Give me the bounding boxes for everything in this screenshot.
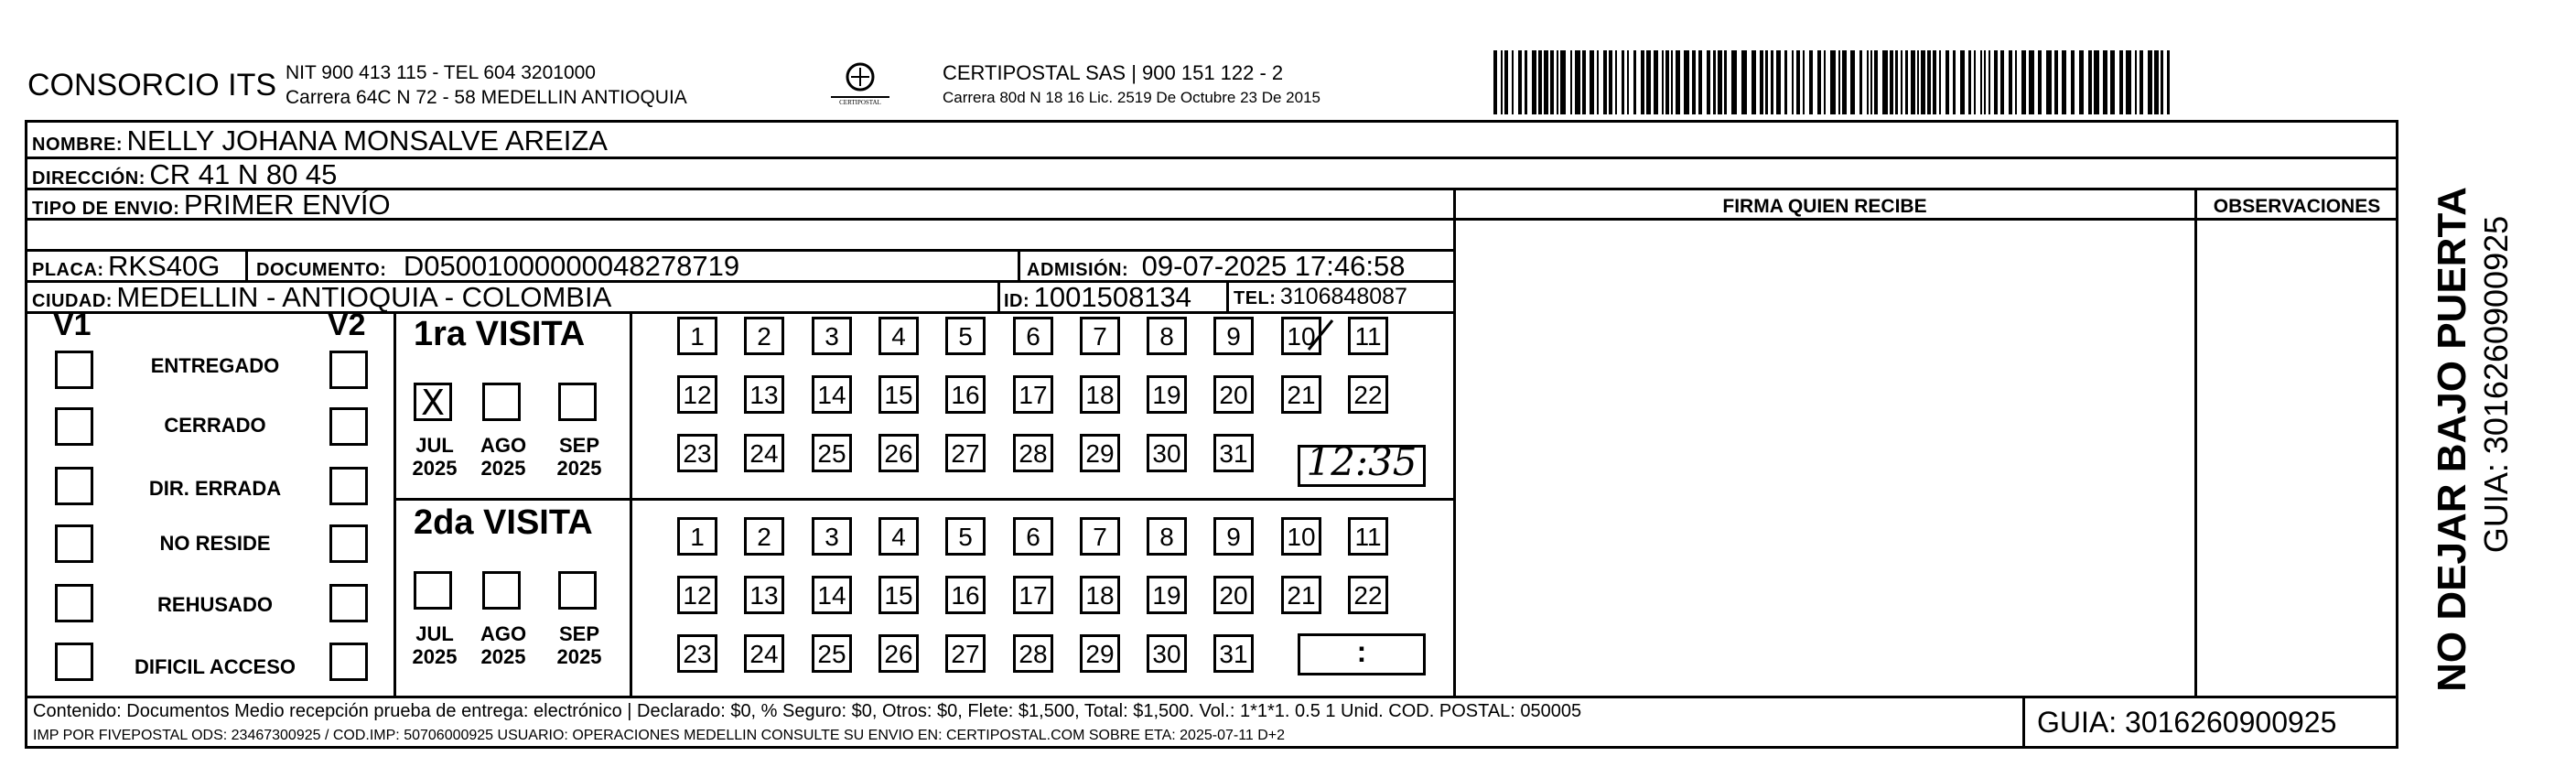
barcode-bar: [1597, 50, 1599, 114]
barcode-bar: [1776, 50, 1781, 114]
barcode-bar: [1890, 50, 1893, 114]
barcode-bar: [1627, 50, 1629, 114]
barcode-bar: [1751, 50, 1756, 114]
id-row: [1004, 281, 1191, 314]
side-warning: NO DEJAR BAJO PUERTA: [2430, 187, 2474, 692]
barcode-bar: [1809, 50, 1813, 114]
v2-checkbox-dificil-acceso[interactable]: [329, 643, 368, 681]
visit1-day-16[interactable]: 16: [945, 375, 986, 414]
barcode-bar: [2021, 50, 2026, 114]
visit1-day-29[interactable]: 29: [1080, 434, 1120, 472]
barcode-bar: [1654, 50, 1658, 114]
barcode-bar: [1994, 50, 1998, 114]
barcode-bar: [1968, 50, 1971, 114]
v1-checkbox-rehusado[interactable]: [55, 584, 93, 622]
visit1-day-1[interactable]: 1: [677, 317, 717, 355]
barcode-bar: [1842, 50, 1847, 114]
barcode-bar: [1544, 50, 1548, 114]
barcode-bar: [1792, 50, 1794, 114]
visit1-month-check-sep[interactable]: [558, 383, 597, 421]
footer-imp: IMP POR FIVEPOSTAL ODS: 23467300925 / COD.IMP: 50706000925 USUARIO: OPERACIONES MEDELLIN CONSULTE SU ENVIO EN: CERTIPOSTAL.COM SOBRE ETA: 2025-07-11 D+2: [33, 728, 1286, 743]
visit1-day-30[interactable]: 30: [1147, 434, 1187, 472]
side-guia: GUIA: 3016260900925: [2477, 215, 2515, 554]
visit1-title: 1ra VISITA: [414, 315, 586, 353]
visit2-day-18[interactable]: 18: [1080, 576, 1120, 614]
visit1-day-26[interactable]: 26: [878, 434, 919, 472]
barcode-bar: [1646, 50, 1651, 114]
barcode-bar: [1609, 50, 1612, 114]
barcode-bar: [1830, 50, 1836, 114]
company-nit-tel: NIT 900 413 115 - TEL 604 3201000: [286, 62, 596, 83]
tipo-row: [32, 189, 391, 222]
barcode-bar: [1665, 50, 1669, 114]
barcode-bar: [1838, 50, 1840, 114]
barcode-bar: [1953, 50, 1956, 114]
visit2-day-1[interactable]: 1: [677, 517, 717, 556]
barcode-bar: [1622, 50, 1624, 114]
visit2-day-10[interactable]: 10: [1281, 517, 1321, 556]
visit2-month-jul: JUL 2025: [412, 622, 458, 668]
barcode-bar: [1504, 50, 1508, 114]
barcode-bar: [1945, 50, 1949, 114]
tipo-value: PRIMER ENVÍO: [183, 189, 391, 221]
footer-contenido: Contenido: Documentos Medio recepción prueba de entrega: electrónico | Declarado: $0, % Seguro: $0, Otros: $0, Flete: $1,500, Total: $1,500. Vol.: 1*1*1. 0.5 1 Unid. COD. POSTAL: 050005: [33, 701, 1582, 721]
barcode-bar: [2000, 50, 2004, 114]
visit1-month-sep: SEP 2025: [556, 434, 602, 480]
visit2-month-check-sep[interactable]: [558, 571, 597, 610]
barcode-bar: [1771, 50, 1773, 114]
visit1-day-4[interactable]: 4: [878, 317, 919, 355]
firma-label: FIRMA QUIEN RECIBE: [1722, 196, 1927, 217]
nombre-label: NOMBRE:: [32, 135, 124, 155]
barcode-bar: [1570, 50, 1572, 114]
barcode-bar: [1817, 50, 1821, 114]
visit2-day-19[interactable]: 19: [1147, 576, 1187, 614]
barcode-bar: [1662, 50, 1664, 114]
visit2-day-20[interactable]: 20: [1213, 576, 1254, 614]
barcode-bar: [1676, 50, 1680, 114]
barcode-bar: [1980, 50, 1982, 114]
footer-guia: GUIA: 3016260900925: [2037, 706, 2337, 739]
status-cerrado: CERRADO: [164, 414, 266, 437]
barcode-bar: [2015, 50, 2017, 114]
placa-label: PLACA:: [32, 260, 104, 280]
barcode-bar: [1557, 50, 1558, 114]
visit1-day-23[interactable]: 23: [677, 434, 717, 472]
barcode-bar: [2046, 50, 2052, 114]
barcode-bar: [1933, 50, 1936, 114]
admision-value: 09-07-2025 17:46:58: [1141, 250, 1406, 282]
barcode-bar: [1731, 50, 1737, 114]
visit2-day-8[interactable]: 8: [1147, 517, 1187, 556]
barcode-bar: [1532, 50, 1536, 114]
visit1-day-18[interactable]: 18: [1080, 375, 1120, 414]
barcode-bar: [1859, 50, 1862, 114]
barcode-bar: [2062, 50, 2066, 114]
visit1-day-17[interactable]: 17: [1013, 375, 1053, 414]
tel-value: 3106848087: [1279, 284, 1407, 309]
admision-row: [1027, 250, 1405, 283]
v2-checkbox-entregado[interactable]: [329, 351, 368, 389]
status-no-reside: NO RESIDE: [159, 532, 271, 555]
barcode-bar: [1713, 50, 1716, 114]
barcode-bar: [1939, 50, 1941, 114]
visit2-day-17[interactable]: 17: [1013, 576, 1053, 614]
visit1-day-12[interactable]: 12: [677, 375, 717, 414]
visit1-day-2[interactable]: 2: [744, 317, 784, 355]
visit1-day-31[interactable]: 31: [1213, 434, 1254, 472]
v2-checkbox-rehusado[interactable]: [329, 584, 368, 622]
barcode-bar: [1850, 50, 1855, 114]
visit1-day-25[interactable]: 25: [812, 434, 852, 472]
barcode-bar: [1867, 50, 1869, 114]
status-entregado: ENTREGADO: [150, 354, 280, 377]
company-name: CONSORCIO ITS: [27, 68, 277, 103]
v1-label: V1: [53, 308, 92, 342]
barcode-bar: [1796, 50, 1800, 114]
nombre-value: NELLY JOHANA MONSALVE AREIZA: [126, 124, 608, 157]
barcode-bar: [1911, 50, 1915, 114]
barcode-bar: [2094, 50, 2099, 114]
tipo-label: TIPO DE ENVIO:: [32, 199, 180, 219]
barcode-bar: [2110, 50, 2115, 114]
visit1-day-22[interactable]: 22: [1348, 375, 1388, 414]
visit1-day-6[interactable]: 6: [1013, 317, 1053, 355]
barcode-bar: [1692, 50, 1696, 114]
visit1-day10-mark: [1299, 313, 1345, 359]
barcode-bar: [1512, 50, 1514, 114]
visit1-day-5[interactable]: 5: [945, 317, 986, 355]
barcode-bar: [1824, 50, 1826, 114]
placa-value: RKS40G: [108, 250, 221, 282]
visit2-title: 2da VISITA: [414, 503, 593, 542]
barcode-bar: [1882, 50, 1888, 114]
visit2-day-23[interactable]: 23: [677, 634, 717, 673]
v2-checkbox-dir-errada[interactable]: [329, 467, 368, 505]
id-value: 1001508134: [1033, 281, 1192, 313]
barcode-bar: [2135, 50, 2137, 114]
barcode-bar: [1525, 50, 1527, 114]
visit1-day-8[interactable]: 8: [1147, 317, 1187, 355]
direccion-value: CR 41 N 80 45: [149, 158, 338, 190]
barcode-bar: [1874, 50, 1878, 114]
visit2-time: :: [1356, 635, 1367, 668]
nombre-row: [32, 124, 608, 157]
visit2-day-9[interactable]: 9: [1213, 517, 1254, 556]
v1-checkbox-entregado[interactable]: [55, 351, 93, 389]
barcode-bar: [1550, 50, 1554, 114]
barcode-bar: [1560, 50, 1566, 114]
visit2-day-28[interactable]: 28: [1013, 634, 1053, 673]
visit2-month-check-ago[interactable]: [482, 571, 521, 610]
barcode-bar: [2126, 50, 2131, 114]
barcode-bar: [2161, 50, 2163, 114]
visit1-day-9[interactable]: 9: [1213, 317, 1254, 355]
documento-label: DOCUMENTO:: [256, 260, 387, 280]
barcode-bar: [2154, 50, 2159, 114]
visit1-day-3[interactable]: 3: [812, 317, 852, 355]
barcode-bar: [1960, 50, 1965, 114]
ciudad-label: CIUDAD:: [32, 291, 113, 311]
barcode-bar: [1493, 50, 1497, 114]
barcode-bar: [1707, 50, 1710, 114]
barcode-bar: [1671, 50, 1673, 114]
direccion-row: [32, 158, 337, 191]
certipostal-line1: CERTIPOSTAL SAS | 900 151 122 - 2: [943, 61, 1284, 84]
barcode-bar: [2029, 50, 2034, 114]
barcode-bar: [2103, 50, 2107, 114]
visit2-day-22[interactable]: 22: [1348, 576, 1388, 614]
barcode-bar: [1501, 50, 1503, 114]
v2-label: V2: [328, 308, 366, 342]
admision-label: ADMISIÓN:: [1027, 260, 1129, 280]
documento-row: [256, 250, 739, 283]
barcode-bar: [1590, 50, 1594, 114]
visit1-day-19[interactable]: 19: [1147, 375, 1187, 414]
barcode-bar: [2054, 50, 2058, 114]
visit2-day-31[interactable]: 31: [1213, 634, 1254, 673]
visit2-day-5[interactable]: 5: [945, 517, 986, 556]
barcode-bar: [2139, 50, 2143, 114]
barcode-bar: [1984, 50, 1986, 114]
barcode-bar: [2009, 50, 2012, 114]
barcode-bar: [1684, 50, 1689, 114]
visit2-day-27[interactable]: 27: [945, 634, 986, 673]
barcode-bar: [1575, 50, 1580, 114]
status-dificil-acceso: DIFICIL ACCESO: [134, 655, 296, 678]
barcode-bar: [2038, 50, 2042, 114]
barcode-bar: [1901, 50, 1902, 114]
status-rehusado: REHUSADO: [157, 593, 273, 616]
barcode-bar: [1927, 50, 1931, 114]
placa-row: [32, 250, 220, 283]
barcode: [1493, 50, 2175, 114]
visit1-day-24[interactable]: 24: [744, 434, 784, 472]
visit2-day-14[interactable]: 14: [812, 576, 852, 614]
visit1-day-27[interactable]: 27: [945, 434, 986, 472]
barcode-bar: [1603, 50, 1607, 114]
visit1-month-check-jul[interactable]: [414, 383, 452, 421]
visit1-day-20[interactable]: 20: [1213, 375, 1254, 414]
barcode-bar: [1784, 50, 1787, 114]
tel-row: [1234, 284, 1407, 310]
barcode-bar: [2071, 50, 2075, 114]
logo-text: CERTIPOSTAL: [839, 99, 881, 106]
visit2-day-26[interactable]: 26: [878, 634, 919, 673]
visit1-day-13[interactable]: 13: [744, 375, 784, 414]
v2-checkbox-no-reside[interactable]: [329, 524, 368, 563]
barcode-bar: [1698, 50, 1702, 114]
v1-checkbox-no-reside[interactable]: [55, 524, 93, 563]
v1-checkbox-cerrado[interactable]: [55, 407, 93, 446]
barcode-bar: [1582, 50, 1586, 114]
barcode-bar: [1538, 50, 1542, 114]
v1-checkbox-dificil-acceso[interactable]: [55, 643, 93, 681]
certipostal-logo: [824, 57, 897, 108]
barcode-bar: [2119, 50, 2123, 114]
barcode-bar: [1870, 50, 1872, 114]
tel-label: TEL:: [1234, 288, 1277, 308]
visit1-time: 12:35: [1306, 439, 1417, 484]
barcode-bar: [1974, 50, 1976, 114]
barcode-bar: [1724, 50, 1727, 114]
v1-checkbox-dir-errada[interactable]: [55, 467, 93, 505]
visit2-day-29[interactable]: 29: [1080, 634, 1120, 673]
visit1-day-21[interactable]: 21: [1281, 375, 1321, 414]
barcode-bar: [1803, 50, 1805, 114]
barcode-bar: [1760, 50, 1763, 114]
observaciones-label: OBSERVACIONES: [2213, 196, 2381, 217]
visit2-month-sep: SEP 2025: [556, 622, 602, 668]
barcode-bar: [1741, 50, 1747, 114]
barcode-bar: [1905, 50, 1908, 114]
visit2-day-16[interactable]: 16: [945, 576, 986, 614]
visit2-month-check-jul[interactable]: [414, 571, 452, 610]
visit1-month-ago: AGO 2025: [480, 434, 527, 480]
ciudad-row: [32, 281, 611, 314]
visit2-day-11[interactable]: 11: [1348, 517, 1388, 556]
visit1-day-15[interactable]: 15: [878, 375, 919, 414]
direccion-label: DIRECCIÓN:: [32, 168, 146, 189]
visit1-jul-mark: X: [421, 383, 446, 423]
barcode-bar: [1989, 50, 1990, 114]
barcode-bar: [1641, 50, 1644, 114]
visit2-day-30[interactable]: 30: [1147, 634, 1187, 673]
barcode-bar: [1765, 50, 1768, 114]
visit2-day-15[interactable]: 15: [878, 576, 919, 614]
barcode-bar: [1633, 50, 1636, 114]
visit1-day-11[interactable]: 11: [1348, 317, 1388, 355]
documento-value: D05001000000048278719: [403, 250, 740, 282]
ciudad-value: MEDELLIN - ANTIOQUIA - COLOMBIA: [116, 281, 612, 313]
visit2-day-6[interactable]: 6: [1013, 517, 1053, 556]
visit1-day-28[interactable]: 28: [1013, 434, 1053, 472]
visit2-day-3[interactable]: 3: [812, 517, 852, 556]
visit2-day-12[interactable]: 12: [677, 576, 717, 614]
visit1-day-7[interactable]: 7: [1080, 317, 1120, 355]
barcode-bar: [1718, 50, 1722, 114]
visit2-day-13[interactable]: 13: [744, 576, 784, 614]
barcode-bar: [2167, 50, 2170, 114]
visit2-day-4[interactable]: 4: [878, 517, 919, 556]
visit2-month-ago: AGO 2025: [480, 622, 527, 668]
barcode-bar: [2148, 50, 2152, 114]
company-address: Carrera 64C N 72 - 58 MEDELLIN ANTIOQUIA: [286, 87, 687, 108]
barcode-bar: [1921, 50, 1925, 114]
barcode-bar: [1518, 50, 1522, 114]
barcode-bar: [2079, 50, 2084, 114]
visit1-day-10[interactable]: 10: [1281, 317, 1321, 355]
visit1-month-check-ago[interactable]: [482, 383, 521, 421]
barcode-bar: [2088, 50, 2092, 114]
visit1-day-14[interactable]: 14: [812, 375, 852, 414]
visit2-day-25[interactable]: 25: [812, 634, 852, 673]
visit2-day-24[interactable]: 24: [744, 634, 784, 673]
status-dir-errada: DIR. ERRADA: [148, 477, 282, 500]
v2-checkbox-cerrado[interactable]: [329, 407, 368, 446]
barcode-bar: [1917, 50, 1919, 114]
id-label: ID:: [1004, 291, 1030, 311]
visit2-day-2[interactable]: 2: [744, 517, 784, 556]
certipostal-line2: Carrera 80d N 18 16 Lic. 2519 De Octubre 23 De 2015: [943, 89, 1320, 106]
visit1-month-jul: JUL 2025: [412, 434, 458, 480]
barcode-bar: [1615, 50, 1617, 114]
barcode-bar: [1895, 50, 1898, 114]
visit2-day-7[interactable]: 7: [1080, 517, 1120, 556]
visit2-day-21[interactable]: 21: [1281, 576, 1321, 614]
